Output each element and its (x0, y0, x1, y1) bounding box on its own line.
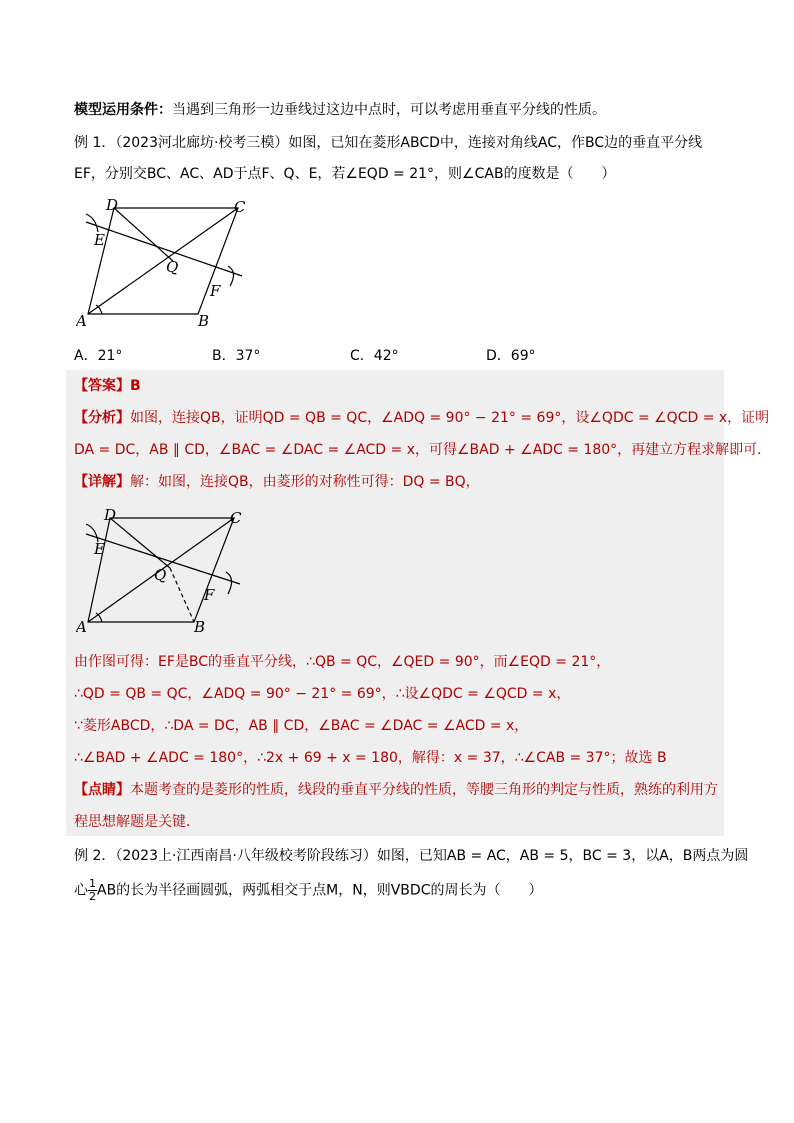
model-condition-label: 模型运用条件： (74, 102, 172, 118)
choice-b[interactable] (212, 346, 260, 366)
arc-mark-right (228, 266, 234, 286)
comment-line2: 程思想解题是关键． (74, 814, 200, 830)
comment-line1 (74, 780, 718, 800)
choice-d[interactable] (486, 346, 536, 366)
segment-qd-2 (110, 518, 170, 568)
example2-line2-pre: 心 (74, 882, 88, 899)
label2-a: A (76, 618, 87, 636)
label-b: B (198, 312, 210, 330)
fraction-half (88, 878, 97, 903)
example2-line2-post: AB的长为半径画圆弧，两弧相交于点M，N，则VBDC的周长为（ ） (97, 882, 543, 899)
perpendicular-bisector-ef (86, 222, 242, 276)
detail-line1 (74, 472, 480, 492)
solution-figure (76, 506, 256, 636)
detail-tag: 【详解】 (74, 474, 130, 490)
choice-d-letter: D． (486, 348, 511, 364)
choice-c-value: 42° (373, 348, 399, 364)
label2-c: C (230, 509, 242, 527)
choice-c[interactable] (350, 346, 399, 366)
choice-b-letter: B． (212, 348, 236, 364)
example1-question-line1: 例 1．（2023河北廊坊·校考三模）如图，已知在菱形ABCD中，连接对角线AC，作BC边的垂直平分线 (74, 135, 703, 151)
label-c: C (234, 198, 246, 216)
choice-a-value: 21° (97, 348, 123, 364)
answer-line (74, 376, 141, 396)
analysis-tag: 【分析】 (74, 410, 130, 426)
analysis-text1: 如图，连接QB，证明QD = QB = QC，∠ADQ = 90° − 21° = 69°，设∠QDC = ∠QCD = x，证明 (130, 410, 770, 426)
choice-d-value: 69° (510, 348, 536, 364)
label2-e: E (94, 540, 105, 558)
example2-question-line1: 例 2．（2023上·江西南昌·八年级校考阶段练习）如图，已知AB = AC，AB = 5，BC = 3，以A，B两点为圆 (74, 848, 749, 864)
label2-b: B (194, 618, 206, 636)
detail-step3: ∵菱形ABCD，∴DA = DC，AB ∥ CD，∠BAC = ∠DAC = ∠ACD = x， (74, 718, 529, 734)
answer-value: B (130, 378, 141, 394)
model-condition (74, 100, 606, 120)
detail-step2: ∴QD = QB = QC，∠ADQ = 90° − 21° = 69°，∴设∠QDC = ∠QCD = x， (74, 686, 571, 702)
label-d: D (106, 196, 119, 214)
detail-text1: 解：如图，连接QB，由菱形的对称性可得：DQ = BQ， (130, 474, 480, 490)
label-f: F (210, 282, 221, 300)
label-a: A (76, 312, 87, 330)
analysis-line1 (74, 408, 769, 428)
label2-d: D (104, 506, 117, 524)
choice-a[interactable] (74, 346, 122, 366)
answer-tag: 【答案】 (74, 378, 130, 394)
fraction-numerator: 1 (89, 877, 96, 890)
model-condition-text: 当遇到三角形一边垂线过这边中点时，可以考虑用垂直平分线的性质。 (172, 102, 606, 118)
example1-question-line2: EF，分别交BC、AC、AD于点F、Q、E，若∠EQD = 21°，则∠CAB的度数是（ ） (74, 166, 616, 182)
example2-question-line2 (74, 878, 542, 903)
example1-figure (76, 192, 256, 332)
choice-b-value: 37° (235, 348, 261, 364)
segment-qb-dashed (170, 568, 194, 622)
label2-f: F (204, 586, 215, 604)
detail-step4: ∴∠BAD + ∠ADC = 180°，∴2x + 69 + x = 180，解得：x = 37，∴∠CAB = 37°；故选 B (74, 750, 667, 766)
comment-text1: 本题考查的是菱形的性质，线段的垂直平分线的性质，等腰三角形的判定与性质，熟练的利用方 (130, 782, 718, 798)
comment-tag: 【点睛】 (74, 782, 130, 798)
choice-c-letter: C． (350, 348, 374, 364)
analysis-line2: DA = DC，AB ∥ CD，∠BAC = ∠DAC = ∠ACD = x，可得∠BAD + ∠ADC = 180°，再建立方程求解即可． (74, 442, 772, 458)
label2-q: Q (154, 566, 167, 584)
arc-mark-right-2 (226, 572, 232, 594)
fraction-denominator: 2 (89, 890, 96, 903)
label-q: Q (166, 258, 179, 276)
label-e: E (94, 231, 105, 249)
detail-step1: 由作图可得：EF是BC的垂直平分线，∴QB = QC，∠QED = 90°，而∠EQD = 21°， (74, 654, 611, 670)
choice-a-letter: A． (74, 348, 98, 364)
